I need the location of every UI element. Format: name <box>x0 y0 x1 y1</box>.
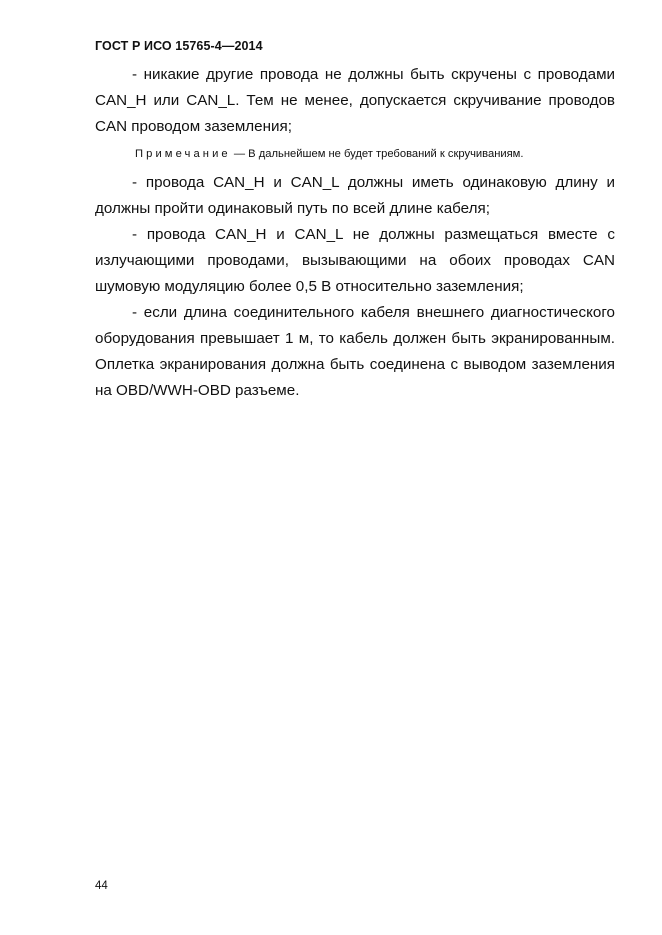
document-body <box>95 62 615 404</box>
note-label: Примечание <box>135 148 231 160</box>
document-header: ГОСТ Р ИСО 15765-4—2014 <box>95 39 263 53</box>
note-text: — В дальнейшем не будет требований к скручиваниям. <box>230 148 524 160</box>
note <box>95 145 615 163</box>
list-item-length: - провода CAN_H и CAN_L должны иметь одинаковую длину и должны пройти одинаковый путь по всей длине кабеля; <box>95 174 615 217</box>
list-item-twisting: - никакие другие провода не должны быть скручены с проводами CAN_H или CAN_L. Тем не менее, допускается скручивание проводов CAN проводом заземления; <box>95 66 615 135</box>
page-number: 44 <box>95 880 108 892</box>
list-item-radiating: - провода CAN_H и CAN_L не должны размещаться вместе с излучающими проводами, вызывающими на обоих проводах CAN шумовую модуляцию более 0,5 В относительно заземления; <box>95 226 615 295</box>
list-item-shielding: - если длина соединительного кабеля внешнего диагностического оборудования превышает 1 м, то кабель должен быть экранированным. Оплетка экранирования должна быть соединена с выводом заземления на OBD/WWH-OBD разъеме. <box>95 304 615 399</box>
